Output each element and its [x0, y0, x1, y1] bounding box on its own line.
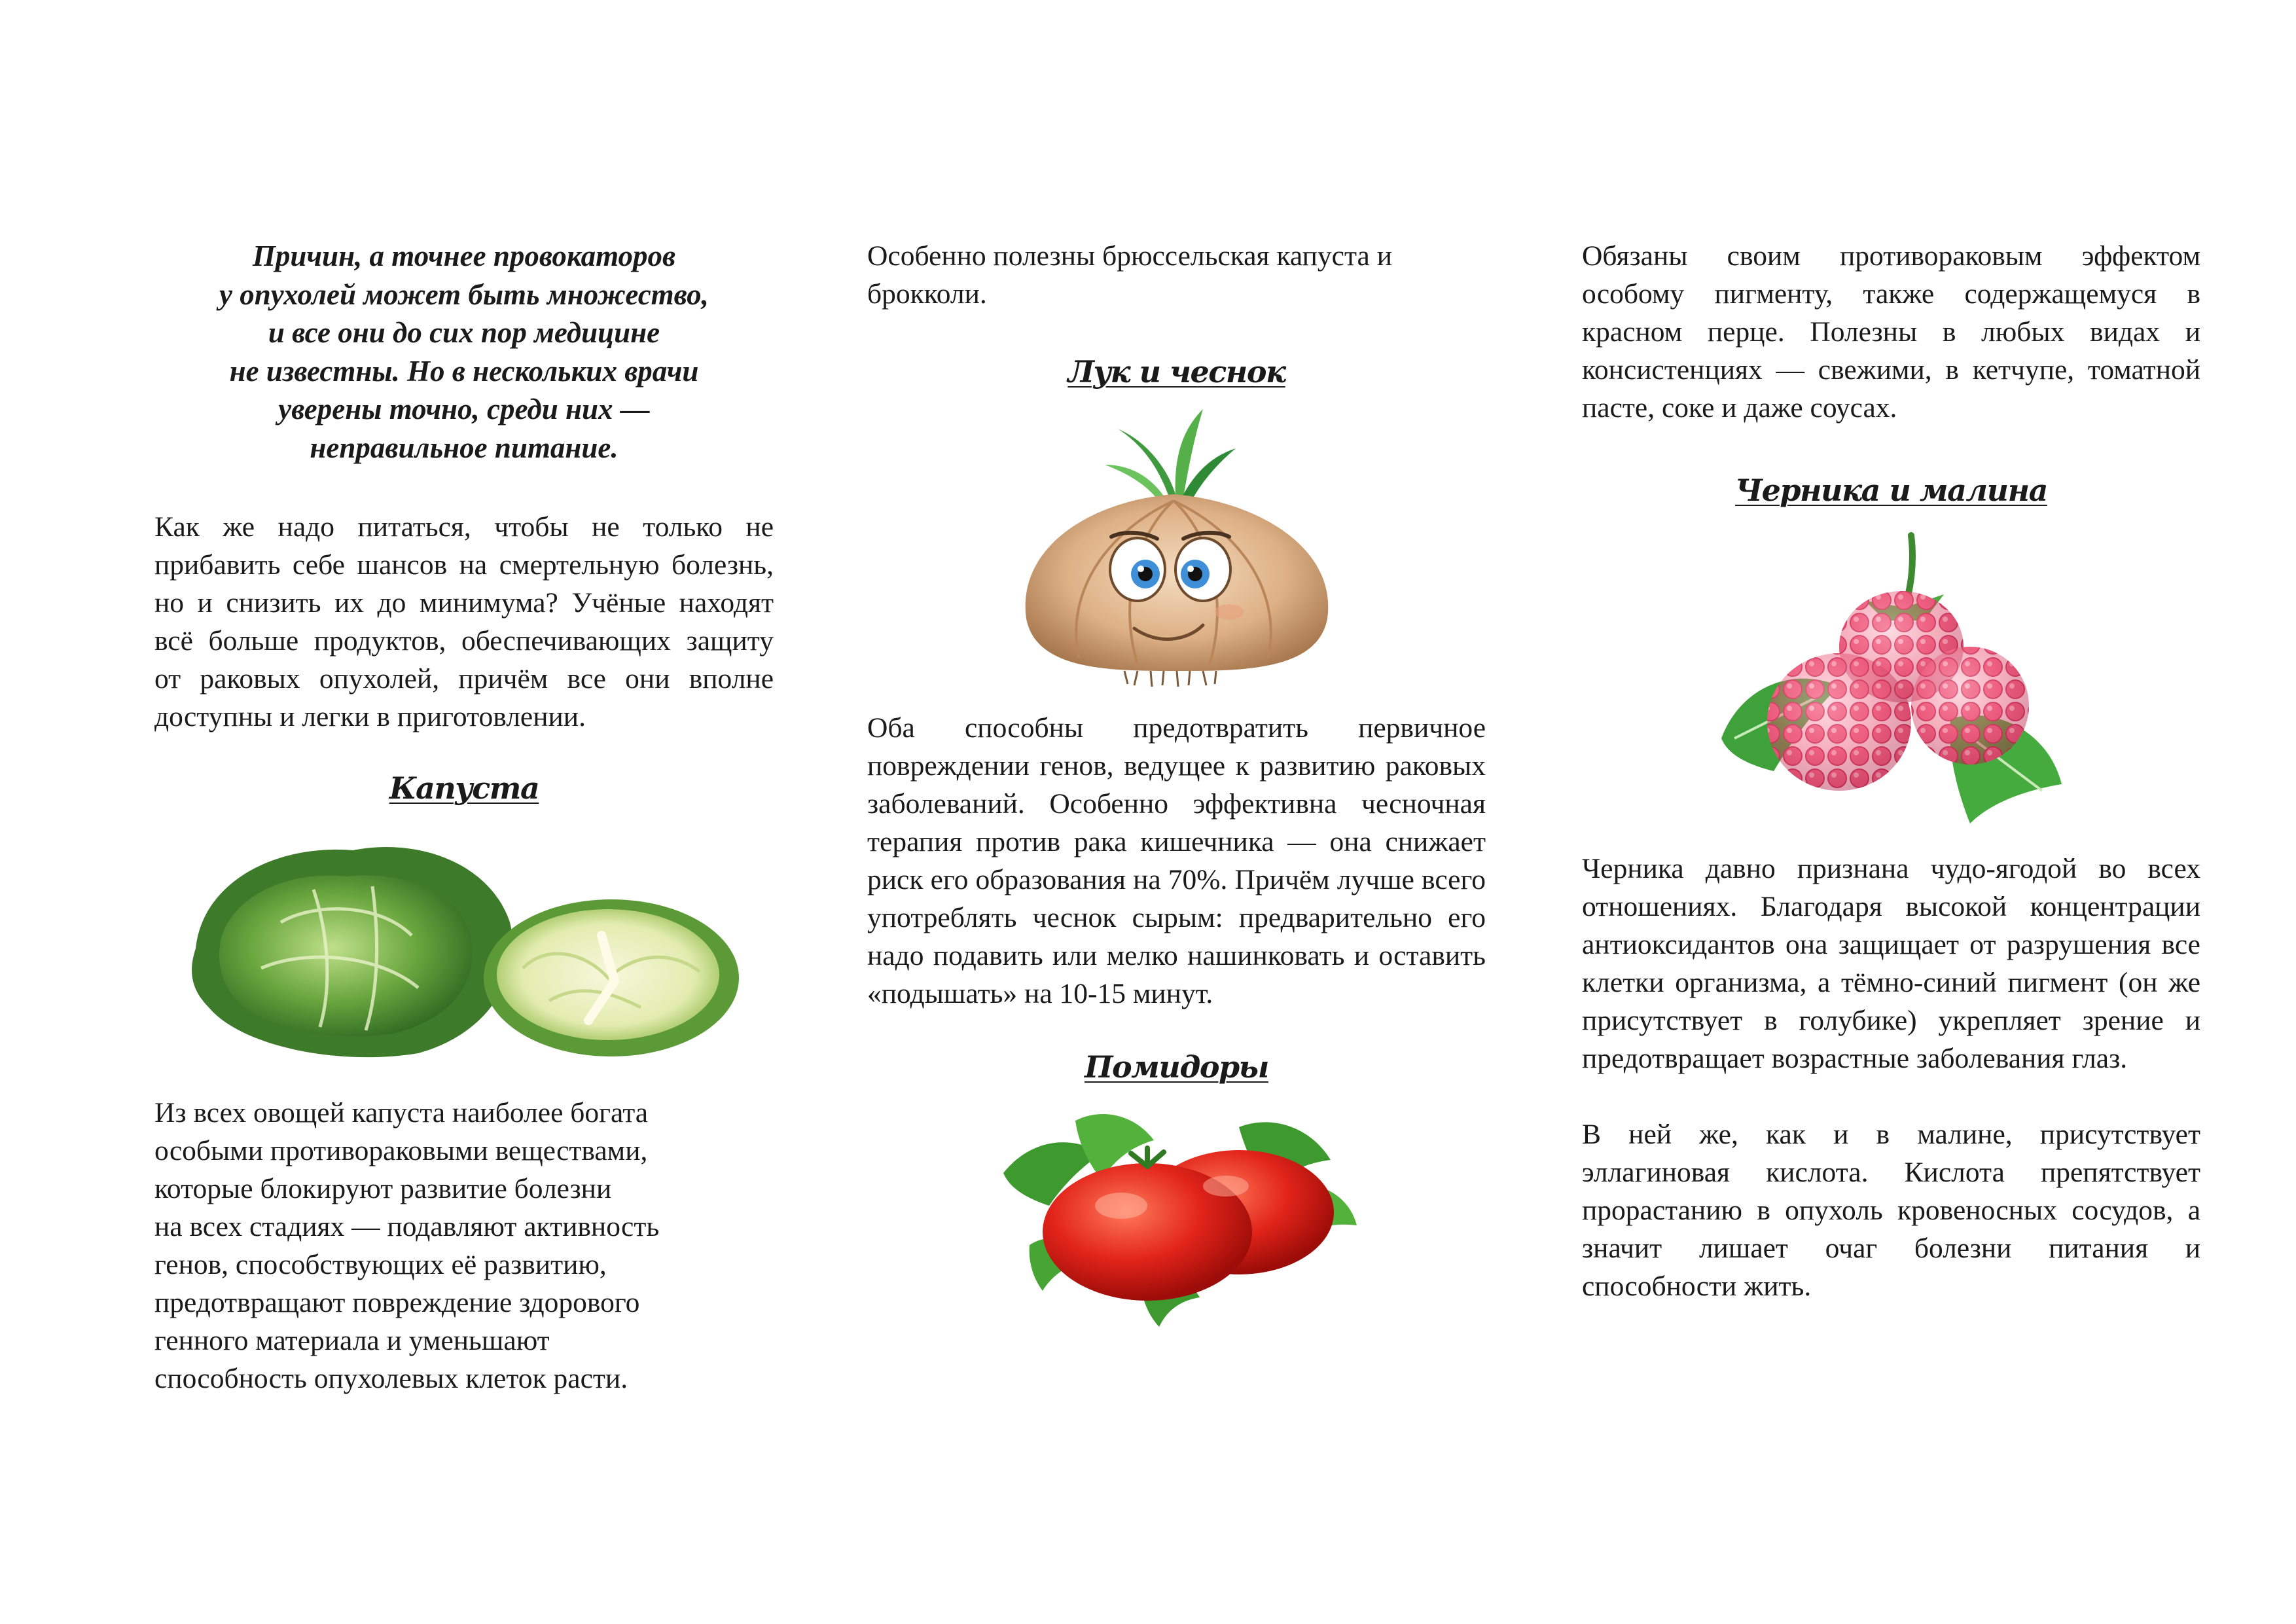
raspberry-paragraph: В ней же, как и в малине, присутствует эллагиновая кислота. Кислота препятствует прорастанию в опухоль кровеносных сосудов, а значит лишает очаг болезни питания и способности жить. — [1582, 1119, 2200, 1302]
cabbage-heading: Капуста — [389, 770, 539, 806]
cabbage-line: генов, способствующих её развитию, — [154, 1249, 607, 1280]
raspberries-image — [1715, 522, 2068, 823]
intro-line: уверены точно, среди них — — [278, 393, 650, 425]
cabbage-line: генного материала и уменьшают — [154, 1325, 550, 1356]
intro-line: у опухолей может быть множество, — [219, 278, 709, 311]
brussels-paragraph: Особенно полезны брюссельская капуста и брокколи. — [867, 240, 1392, 310]
tomatoes-image — [990, 1101, 1363, 1330]
intro-line: неправильное питание. — [310, 431, 619, 464]
column-left — [154, 237, 774, 1398]
cartoon-onion-image — [1007, 403, 1347, 691]
cabbage-paragraph — [154, 1094, 774, 1398]
cabbage-line: особыми противораковыми веществами, — [154, 1135, 648, 1166]
tomato-heading: Помидоры — [1085, 1049, 1268, 1085]
column-right — [1582, 237, 2200, 1305]
intro-line: Причин, а точнее провокаторов — [252, 240, 676, 272]
cabbage-line: Из всех овощей капуста наиболее богата — [154, 1097, 649, 1128]
column-middle — [867, 237, 1486, 1330]
cabbage-line: способность опухолевых клеток расти. — [154, 1363, 628, 1394]
tomato-paragraph: Обязаны своим противораковым эффектом особому пигменту, также содержащемуся в красном перце. Полезны в любых видах и консистенциях — свежими, в кетчупе, томатной пасте, соке и даже соусах. — [1582, 240, 2200, 424]
cabbage-line: которые блокируют развитие болезни — [154, 1173, 612, 1204]
onion-paragraph: Оба способны предотвратить первичное повреждении генов, ведущее к развитию раковых заболеваний. Особенно эффективна чесночная терапия против рака кишечника — она снижает риск его образования на 70%. Причём лучше всего употреблять чеснок сырым: предварительно его надо подавить или мелко нашинковать и оставить «подышать» на 10-15 минут. — [867, 712, 1486, 1009]
cabbage-line: предотвращают повреждение здорового — [154, 1287, 640, 1318]
intro-quote — [154, 237, 774, 467]
intro-line: и все они до сих пор медицине — [268, 316, 660, 349]
savoy-cabbage-image — [183, 824, 745, 1066]
question-paragraph: Как же надо питаться, чтобы не только не прибавить себе шансов на смертельную болезнь, но и снизить их до минимума? Учёные находят всё больше продуктов, обеспечивающих защиту от раковых опухолей, причём все они вполне доступны и легки в приготовлении. — [154, 511, 774, 732]
onion-heading: Лук и чеснок — [1067, 354, 1285, 389]
intro-line: не известны. Но в нескольких врачи — [229, 354, 699, 388]
cabbage-line: на всех стадиях — подавляют активность — [154, 1211, 660, 1242]
blueberry-paragraph: Черника давно признана чудо-ягодой во всех отношениях. Благодаря высокой концентрации антиоксидантов она защищает от разрушения все клетки организма, а тёмно-синий пигмент (он же присутствует в голубике) укрепляет зрение и предотвращает возрастные заболевания глаз. — [1582, 853, 2200, 1074]
berry-heading: Черника и малина — [1735, 473, 2047, 508]
